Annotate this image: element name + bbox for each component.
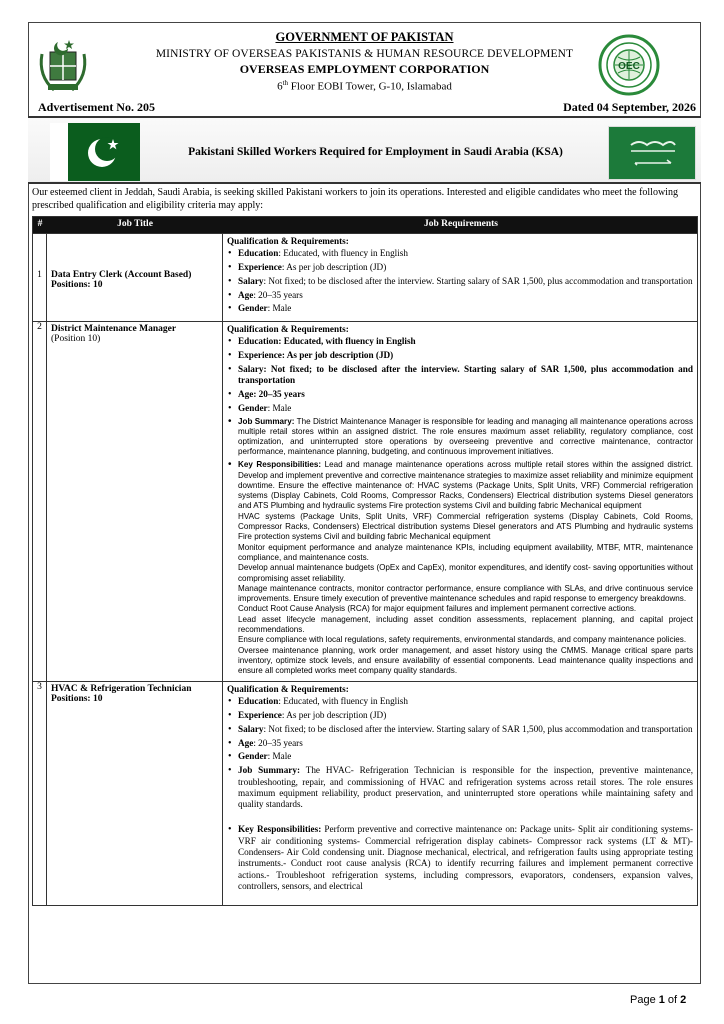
age-value: : 20–35 years [253, 737, 303, 748]
experience-label: Experience [238, 710, 282, 721]
education-value: : Educated, with fluency in English [278, 696, 408, 707]
page-current: 1 [658, 994, 665, 1006]
table-row [33, 233, 697, 321]
qualification-heading: Qualification & Requirements: [227, 236, 349, 246]
address-prefix: 6 [277, 80, 283, 93]
advertisement-row [38, 100, 696, 114]
experience-label: Experience [238, 350, 282, 361]
summary-text: The District Maintenance Manager is responsible for leading and managing all maintenance operations across multiple retail stores within an assigned district. The role ensures maximum asset reliability, regulatory compliance, cost optimization, and uninterrupted store operations by overseeing preventive and corrective maintenance, contractor performance, maintenance planning, budgeting, and continuous improvement initiatives. [238, 416, 694, 457]
education-value: : Educated, with fluency in English [278, 248, 408, 259]
job-title: District Maintenance Manager [51, 324, 177, 334]
responsibility-paragraph: Manage maintenance contracts, monitor contractor performance, ensure compliance with SLAs, and drive continuous service improvements. Ensure timely execution of preventive maintenance schedules and rapid response to emergency breakdowns. [238, 583, 693, 604]
advertisement-date: Dated 04 September, 2026 [563, 100, 696, 114]
qualification-heading: Qualification & Requirements: [227, 324, 349, 334]
job-requirements-cell [223, 682, 697, 897]
job-requirements-cell [223, 322, 697, 681]
corporation-name: OVERSEAS EMPLOYMENT CORPORATION [239, 62, 490, 76]
job-positions: Positions: 10 [51, 280, 103, 290]
responsibilities-label: Key Responsibilities: [238, 460, 322, 470]
age-label: Age [238, 737, 254, 748]
table-row [33, 321, 697, 681]
list-item [227, 262, 693, 273]
experience-value: : As per job description (JD) [281, 350, 394, 361]
job-title-cell [47, 322, 223, 681]
list-item [227, 276, 693, 287]
list-item [227, 824, 693, 892]
summary-label: Job Summary: [238, 416, 295, 426]
age-value: : 20–35 years [253, 289, 303, 300]
table-header [33, 217, 697, 233]
row-number-text: 1 [37, 270, 42, 280]
intro-paragraph: Our esteemed client in Jeddah, Saudi Arabia, is seeking skilled Pakistani workers to join its operations. Interested and eligible candidates who meet the following prescribed qualification and eligibility criteria may apply: [32, 187, 678, 211]
responsibility-paragraph: HVAC systems (Package Units, Split Units, VRF) Commercial refrigeration systems (Display Cabinets, Cold Rooms, Compressor Racks, Condensers) Electrical distribution systems Diesel generators and ATS Plumbing and hydraulic systems Fire protection systems Civil and building fabric Mechanical equipment [238, 511, 693, 542]
list-item [227, 417, 693, 458]
banner-title: Pakistani Skilled Workers Required for Employment in Saudi Arabia (KSA) [188, 146, 563, 158]
age-label: Age [238, 388, 254, 399]
responsibility-paragraph: Ensure compliance with local regulations, safety requirements, environmental standards, and company maintenance policies. [238, 635, 687, 645]
job-title: HVAC & Refrigeration Technician [51, 684, 192, 694]
gender-value: : Male [267, 751, 292, 762]
job-title: Data Entry Clerk (Account Based) [51, 270, 192, 280]
gender-label: Gender [238, 402, 268, 413]
job-title-cell [47, 234, 223, 321]
responsibility-paragraph: Develop annual maintenance budgets (OpEx and CapEx), monitor expenditures, and identify cost- saving opportunities without compromising asset reliability. [238, 563, 693, 583]
responsibilities-text: Perform preventive and corrective maintenance on: Package units- Split air conditioning systems- VRF air conditioning systems- Commercial refrigeration display cabinets- Compressor rack systems (LT & MT)- Condensers- Air Cold condensing unit. Diagnose mechanical, electrical, and refrigeration faults using appropriate testing instruments.- Conduct root cause analysis (RCA) to identify recurring failures and implement permanent corrective actions.- Troubleshoot refrigeration systems, including compressors, evaporators, condensers, expansion valves, controllers, sensors, and electrical [238, 824, 693, 891]
education-value: : Educated, with fluency in English [278, 336, 416, 347]
salary-label: Salary [238, 363, 264, 374]
list-item [227, 248, 693, 259]
job-title-cell [47, 682, 223, 905]
responsibility-paragraph: Conduct Root Cause Analysis (RCA) for major equipment failures and implement permanent corrective actions. [238, 604, 637, 614]
list-item [227, 765, 693, 810]
saudi-flag-icon [608, 126, 696, 180]
page-total: 2 [680, 994, 687, 1006]
list-item [227, 710, 693, 721]
salary-label: Salary [238, 275, 264, 286]
gender-value: : Male [267, 303, 292, 314]
page-label: Page [630, 994, 659, 1006]
list-item [227, 738, 693, 749]
row-number [33, 682, 47, 905]
job-requirements-cell [223, 234, 697, 319]
list-item [227, 364, 693, 387]
list-item [227, 724, 693, 735]
row-number-text: 2 [37, 322, 42, 332]
job-positions: (Position 10) [51, 334, 101, 344]
responsibility-paragraph: Lead asset lifecycle management, including asset condition assessments, replacement planning, and capital project recommendations. [238, 614, 693, 635]
gender-label: Gender [238, 751, 268, 762]
list-item [227, 751, 693, 762]
list-item [227, 303, 693, 314]
row-number [33, 234, 47, 321]
salary-label: Salary [238, 723, 264, 734]
header-job-requirements: Job Requirements [424, 219, 498, 229]
experience-value: : As per job description (JD) [281, 262, 387, 273]
gender-value: : Male [267, 402, 292, 413]
advertisement-number: Advertisement No. 205 [38, 100, 155, 114]
salary-value: : Not fixed; to be disclosed after the interview. Starting salary of SAR 1,500, plus accommodation and transportation [263, 723, 693, 734]
address-rest: Floor EOBI Tower, G-10, Islamabad [288, 80, 452, 93]
job-positions: Positions: 10 [51, 694, 103, 704]
government-title: GOVERNMENT OF PAKISTAN [275, 30, 454, 44]
page-of: of [664, 994, 681, 1006]
age-value: : 20–35 years [253, 388, 305, 399]
table-row [33, 681, 697, 905]
qualification-heading: Qualification & Requirements: [227, 684, 349, 694]
salary-value: : Not fixed; to be disclosed after the interview. Starting salary of SAR 1,500, plus accommodation and transportation [238, 363, 693, 386]
responsibility-paragraph: Monitor equipment performance and analyze maintenance KPIs, including equipment availability, MTBF, MTR, maintenance compliance, and maintenance costs. [238, 542, 693, 562]
summary-text: The HVAC- Refrigeration Technician is responsible for the inspection, preventive maintenance, troubleshooting, repair, and commissioning of HVAC and refrigeration systems across retail stores. The role ensures maximum equipment reliability, product preservation, and uninterrupted store operations while maintaining safety and quality standards. [238, 765, 693, 810]
list-item [227, 350, 693, 361]
row-number [33, 322, 47, 681]
oec-logo-text: OEC [618, 61, 640, 72]
title-banner [28, 116, 701, 184]
list-item [227, 389, 693, 400]
list-item [227, 696, 693, 707]
age-label: Age [238, 289, 254, 300]
header-num: # [37, 219, 43, 229]
responsibilities-intro: Lead and manage maintenance operations across multiple retail stores within the assigned district. Develop and implement preventive and corrective maintenance strategies to maximize asset reliability and minimize equipment downtime. Ensure the effective maintenance of: HVAC systems (Package Units, Split Units, VRF) Commercial refrigeration systems (Display Cabinets, Cold Rooms, Compressor Racks, Condensers) Electrical distribution systems Diesel generators and ATS Plumbing and hydraulic systems Fire protection systems Civil and building fabric Mechanical equipment [238, 460, 693, 511]
summary-label: Job Summary: [238, 765, 301, 776]
list-item [227, 460, 693, 676]
list-item [227, 290, 693, 301]
pakistan-flag-icon [50, 123, 140, 181]
letterhead [28, 28, 701, 100]
page-number [630, 994, 686, 1006]
list-item [227, 336, 693, 347]
office-address [28, 79, 701, 93]
education-label: Education [238, 248, 279, 259]
education-label: Education [238, 336, 279, 347]
ministry-name: MINISTRY OF OVERSEAS PAKISTANIS & HUMAN RESOURCE DEVELOPMENT [155, 48, 574, 60]
jobs-table [32, 216, 698, 906]
education-label: Education [238, 696, 279, 707]
header-job-title: Job Title [117, 219, 153, 229]
gender-label: Gender [238, 303, 268, 314]
responsibility-paragraph: Oversee maintenance planning, work order management, and asset history using the CMMS. Manage critical spare parts inventory, optimize stock levels, and ensure availability of essential components. Lead maintenance quality inspections and ensure all completed works meet company quality standards. [238, 645, 693, 676]
list-item [227, 403, 693, 414]
experience-label: Experience [238, 262, 282, 273]
row-number-text: 3 [37, 682, 42, 692]
salary-value: : Not fixed; to be disclosed after the interview. Starting salary of SAR 1,500, plus accommodation and transportation [263, 275, 693, 286]
address-sup: th [282, 79, 289, 87]
responsibilities-label: Key Responsibilities: [238, 824, 322, 835]
experience-value: : As per job description (JD) [281, 710, 387, 721]
